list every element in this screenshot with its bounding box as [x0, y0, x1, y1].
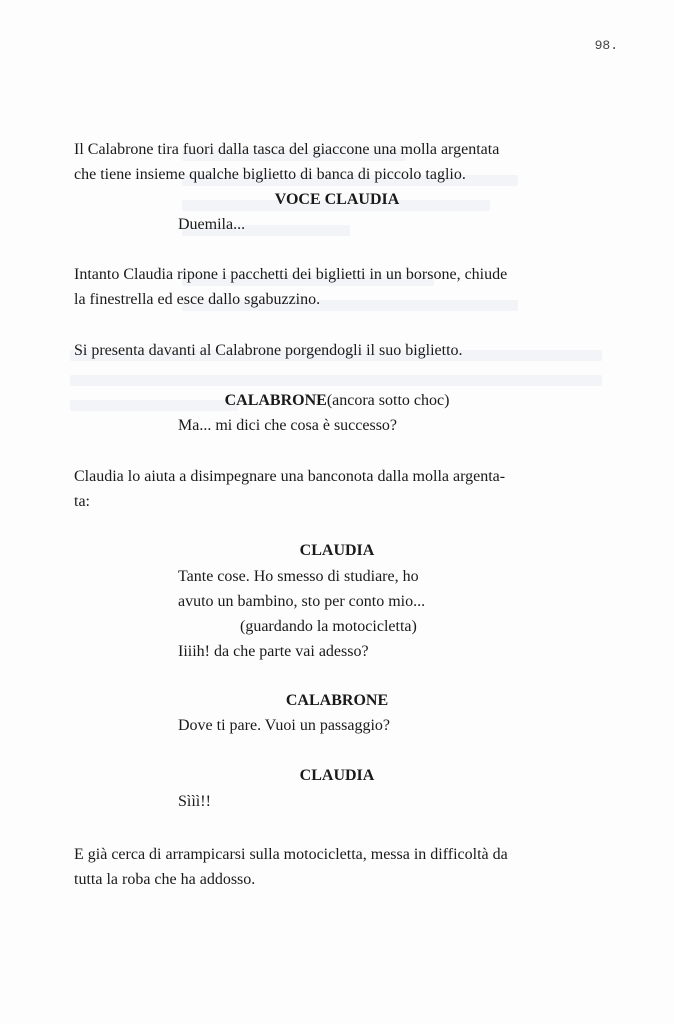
dialogue-line: Iiiih! da che parte vai adesso?: [178, 643, 369, 660]
action-line: che tiene insieme qualche biglietto di banca di piccolo taglio.: [74, 166, 466, 183]
action-line: Si presenta davanti al Calabrone porgendogli il suo biglietto.: [74, 342, 463, 359]
character-name: CLAUDIA: [299, 542, 375, 559]
action-line: Intanto Claudia ripone i pacchetti dei biglietti in un borsone, chiude: [74, 266, 508, 283]
character-cue: [0, 388, 674, 413]
character-name: VOCE CLAUDIA: [274, 191, 400, 208]
dialogue-line: Tante cose. Ho smesso di studiare, ho: [178, 568, 419, 585]
dialogue-line: Dove ti pare. Vuoi un passaggio?: [178, 717, 391, 734]
parenthetical: (ancora sotto choc): [326, 392, 450, 409]
action-line: ta:: [74, 493, 90, 510]
action-line: Il Calabrone tira fuori dalla tasca del giaccone una molla argentata: [74, 141, 500, 158]
action-line: tutta la roba che ha addosso.: [74, 871, 256, 888]
dialogue-line: avuto un bambino, sto per conto mio...: [178, 593, 426, 610]
page-number: 98.: [594, 38, 618, 53]
dialogue-line: Sììì!!: [178, 793, 211, 810]
action-line: E già cerca di arrampicarsi sulla motocicletta, messa in difficoltà da: [74, 846, 508, 863]
action-line: la finestrella ed esce dallo sgabuzzino.: [74, 291, 321, 308]
dialogue-line: Duemila...: [178, 216, 246, 233]
character-name: CLAUDIA: [299, 767, 375, 784]
character-name: CALABRONE: [224, 392, 327, 409]
character-name: CALABRONE: [285, 692, 389, 709]
dialogue-line: Ma... mi dici che cosa è successo?: [178, 417, 398, 434]
parenthetical: (guardando la motocicletta): [240, 618, 417, 635]
action-line: Claudia lo aiuta a disimpegnare una banconota dalla molla argenta-: [74, 468, 506, 485]
